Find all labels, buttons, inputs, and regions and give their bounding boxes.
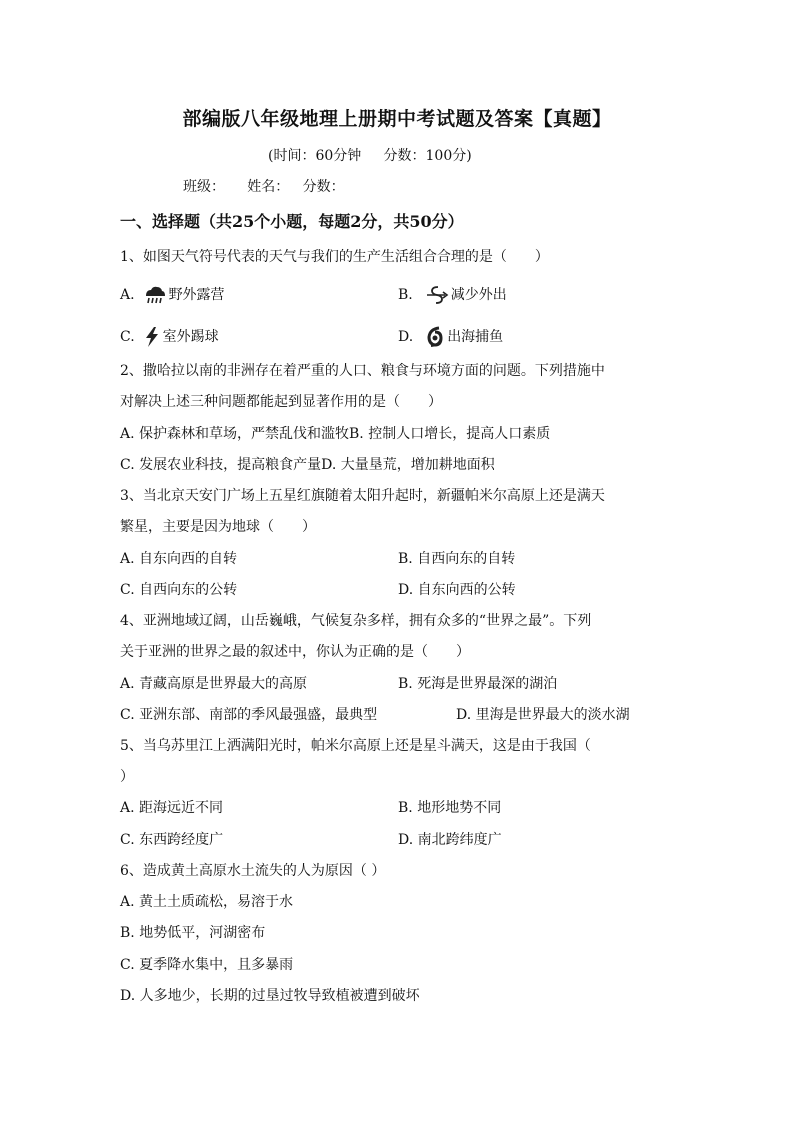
question-3-stem: 繁星，主要是因为地球（ ） — [120, 519, 316, 535]
question-2-stem: 对解决上述三种问题都能起到显著作用的是（ ） — [120, 394, 442, 410]
section-title: 一、选择题（共25个小题，每题2分，共50分） — [120, 212, 464, 231]
question-1-option-b — [398, 284, 507, 306]
question-2-stem: 2、撒哈拉以南的非洲存在着严重的人口、粮食与环境方面的问题。下列措施中 — [120, 363, 605, 379]
sandstorm-icon — [425, 284, 449, 306]
question-3-stem: 3、当北京天安门广场上五星红旗随着太阳升起时，新疆帕米尔高原上还是满天 — [120, 488, 605, 504]
question-5-stem: ） — [120, 769, 134, 785]
question-4-option-d: D. 里海是世界最大的淡水湖 — [456, 707, 630, 723]
question-6-option-c: C. 夏季降水集中，且多暴雨 — [120, 957, 294, 973]
question-5-option-c: C. 东西跨经度广 — [120, 832, 224, 848]
question-1-option-a — [120, 284, 225, 306]
typhoon-icon — [425, 326, 445, 348]
question-6-option-a: A. 黄土土质疏松，易溶于水 — [120, 894, 294, 910]
question-4-option-a: A. 青藏高原是世界最大的高原 — [120, 676, 308, 692]
question-5-option-a: A. 距海远近不同 — [120, 800, 224, 816]
question-5-option-b: B. 地形地势不同 — [398, 800, 502, 816]
option-letter: D. — [398, 329, 414, 345]
question-5-stem: 5、当乌苏里江上洒满阳光时，帕米尔高原上还是星斗满天，这是由于我国（ — [120, 738, 591, 754]
option-text: 减少外出 — [450, 287, 507, 303]
question-6-stem: 6、造成黄土高原水土流失的人为原因（ ） — [120, 863, 386, 879]
class-name-score-line: 班级： 姓名： 分数： — [183, 179, 345, 195]
question-1-stem: 1、如图天气符号代表的天气与我们的生产生活组合合理的是（ ） — [120, 249, 549, 265]
question-4-stem: 关于亚洲的世界之最的叙述中，你认为正确的是（ ） — [120, 644, 470, 660]
question-5-option-d: D. 南北跨纬度广 — [398, 832, 502, 848]
option-letter: C. — [120, 329, 135, 345]
question-6-option-b: B. 地势低平，河湖密布 — [120, 925, 266, 941]
question-3-option-a: A. 自东向西的自转 — [120, 551, 238, 567]
question-3-option-c: C. 自西向东的公转 — [120, 582, 238, 598]
lightning-icon — [143, 326, 161, 348]
time-score-line: (时间：60分钟 分数：100分) — [268, 148, 472, 164]
option-text: 室外踢球 — [162, 329, 219, 345]
option-text: 出海捕鱼 — [447, 329, 504, 345]
question-1-option-c — [120, 326, 219, 348]
question-3-option-b: B. 自西向东的自转 — [398, 551, 516, 567]
question-2-options-cd: C. 发展农业科技，提高粮食产量D. 大量垦荒，增加耕地面积 — [120, 457, 495, 473]
page-title: 部编版八年级地理上册期中考试题及答案【真题】 — [182, 108, 612, 130]
question-4-option-c: C. 亚洲东部、南部的季风最强盛，最典型 — [120, 707, 378, 723]
option-text: 野外露营 — [168, 287, 225, 303]
question-3-option-d: D. 自东向西的公转 — [398, 582, 516, 598]
option-letter: B. — [398, 287, 413, 303]
option-letter: A. — [120, 287, 135, 303]
question-6-option-d: D. 人多地少，长期的过垦过牧导致植被遭到破坏 — [120, 988, 420, 1004]
question-4-option-b: B. 死海是世界最深的湖泊 — [398, 676, 558, 692]
rain-cloud-icon — [143, 284, 167, 306]
question-4-stem: 4、亚洲地域辽阔，山岳巍峨，气候复杂多样，拥有众多的“世界之最”。下列 — [120, 613, 592, 629]
question-1-option-d — [398, 326, 503, 348]
question-2-options-ab: A. 保护森林和草场，严禁乱伐和滥牧B. 控制人口增长，提高人口素质 — [120, 426, 551, 442]
